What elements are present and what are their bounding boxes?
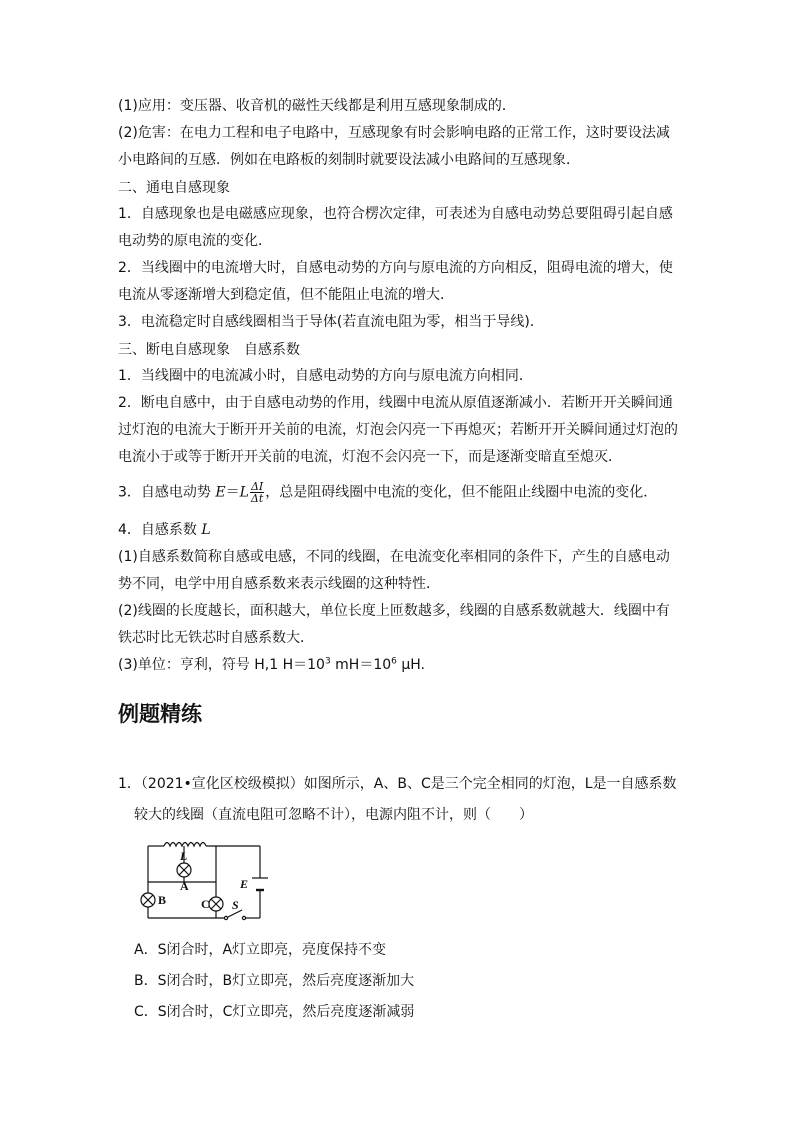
mutual-induction-harm-line2: 小电路间的互感．例如在电路板的刻制时就要设法减小电路间的互感现象． xyxy=(118,152,580,168)
section2-item3: 3．电流稳定时自感线圈相当于导体(若直流电阻为零，相当于导线)． xyxy=(118,314,544,330)
battery-icon xyxy=(252,878,268,890)
section3-item4-p2-line2: 铁芯时比无铁芯时自感系数大． xyxy=(118,630,314,646)
formula-E: E xyxy=(215,484,226,501)
section2-item2-line2: 电流从零逐渐增大到稳定值，但不能阻止电流的增大． xyxy=(118,287,454,303)
fraction-denominator: Δt xyxy=(250,492,264,505)
section2-item2-line1: 2．当线圈中的电流增大时，自感电动势的方向与原电流的方向相反，阻碍电流的增大，使 xyxy=(118,260,673,276)
formula-prefix: 3．自感电动势 xyxy=(118,484,211,501)
lamp-a-icon xyxy=(177,863,191,877)
section3-item4-p1-line1: (1)自感系数简称自感或电感，不同的线圈，在电流变化率相同的条件下，产生的自感电动 xyxy=(118,549,670,565)
label-E: E xyxy=(240,877,249,891)
option-a: A．S闭合时，A灯立即亮，亮度保持不变 xyxy=(134,942,387,958)
section3-item4-p2-line1: (2)线圈的长度越长，面积越大，单位长度上匝数越多，线圈的自感系数就越大．线圈中有 xyxy=(118,603,670,619)
section3-item4-unit-line xyxy=(118,655,425,675)
unit-exp-6: 6 xyxy=(391,656,397,667)
label-S: S xyxy=(232,898,239,912)
section2-item1-line2: 电动势的原电流的变化． xyxy=(118,233,272,249)
label-C: C xyxy=(201,897,210,911)
section3-item2-line3: 电流小于或等于断开开关前的电流，灯泡不会闪亮一下，而是逐渐变暗直至熄灭． xyxy=(118,449,622,465)
unit-suffix: μH. xyxy=(396,657,425,673)
option-b: B．S闭合时，B灯立即亮，然后亮度逐渐加大 xyxy=(134,973,415,989)
fraction-numerator: ΔI xyxy=(250,480,264,493)
lamp-b-icon xyxy=(141,893,155,907)
formula-suffix: ，总是阻碍线圈中电流的变化，但不能阻止线圈中电流的变化． xyxy=(265,484,658,501)
label-A: A xyxy=(180,879,189,893)
section-heading-3: 三、断电自感现象 自感系数 xyxy=(118,342,300,358)
inductor-coil-icon xyxy=(164,843,206,847)
unit-exp-3: 3 xyxy=(324,656,331,667)
section3-item1: 1．当线圈中的电流减小时，自感电动势的方向与原电流方向相同． xyxy=(118,368,533,384)
label-B: B xyxy=(158,893,167,907)
section3-item4-p1-line2: 势不同，电学中用自感系数来表示线圈的这种特性． xyxy=(118,576,440,592)
formula-fraction xyxy=(250,481,264,504)
option-c: C．S闭合时，C灯立即亮，然后亮度逐渐减弱 xyxy=(134,1004,415,1020)
unit-mid: mH＝10 xyxy=(330,657,392,673)
label-L: L xyxy=(180,849,188,863)
lamp-c-icon xyxy=(209,897,223,911)
section-heading-2: 二、通电自感现象 xyxy=(118,180,230,196)
question1-line1: 1．（2021•宣化区校级模拟）如图所示，A、B、C是三个完全相同的灯泡，L是一自感系数 xyxy=(118,776,677,792)
circuit-diagram xyxy=(140,834,270,926)
question1-line2: 较大的线圈（直流电阻可忽略不计），电源内阻不计，则（ ） xyxy=(134,807,533,823)
section2-item1-line1: 1．自感现象也是电磁感应现象，也符合楞次定律，可表述为自感电动势总要阻碍引起自感 xyxy=(118,206,673,222)
unit-prefix: (3)单位：亨利，符号 H,1 H＝10 xyxy=(118,657,325,673)
section3-item2-line2: 过灯泡的电流大于断开开关前的电流，灯泡会闪亮一下再熄灭；若断开开关瞬间通过灯泡的 xyxy=(118,422,678,438)
mutual-induction-harm-line1: (2)危害：在电力工程和电子电路中，互感现象有时会影响电路的正常工作，这时要设法减 xyxy=(118,125,670,141)
formula-L: L xyxy=(239,484,249,501)
item4-prefix: 4．自感系数 xyxy=(118,522,197,538)
examples-heading: 例题精练 xyxy=(118,702,202,726)
formula-equals: ＝ xyxy=(225,484,240,501)
section3-item3-formula-line xyxy=(118,481,657,504)
section3-item2-line1: 2．断电自感中，由于自感电动势的作用，线圈中电流从原值逐渐减小．若断开开关瞬间通 xyxy=(118,395,673,411)
mutual-induction-application: (1)应用：变压器、收音机的磁性天线都是利用互感现象制成的． xyxy=(118,98,516,114)
item4-L: L xyxy=(201,522,211,538)
section3-item4-title xyxy=(118,520,211,540)
